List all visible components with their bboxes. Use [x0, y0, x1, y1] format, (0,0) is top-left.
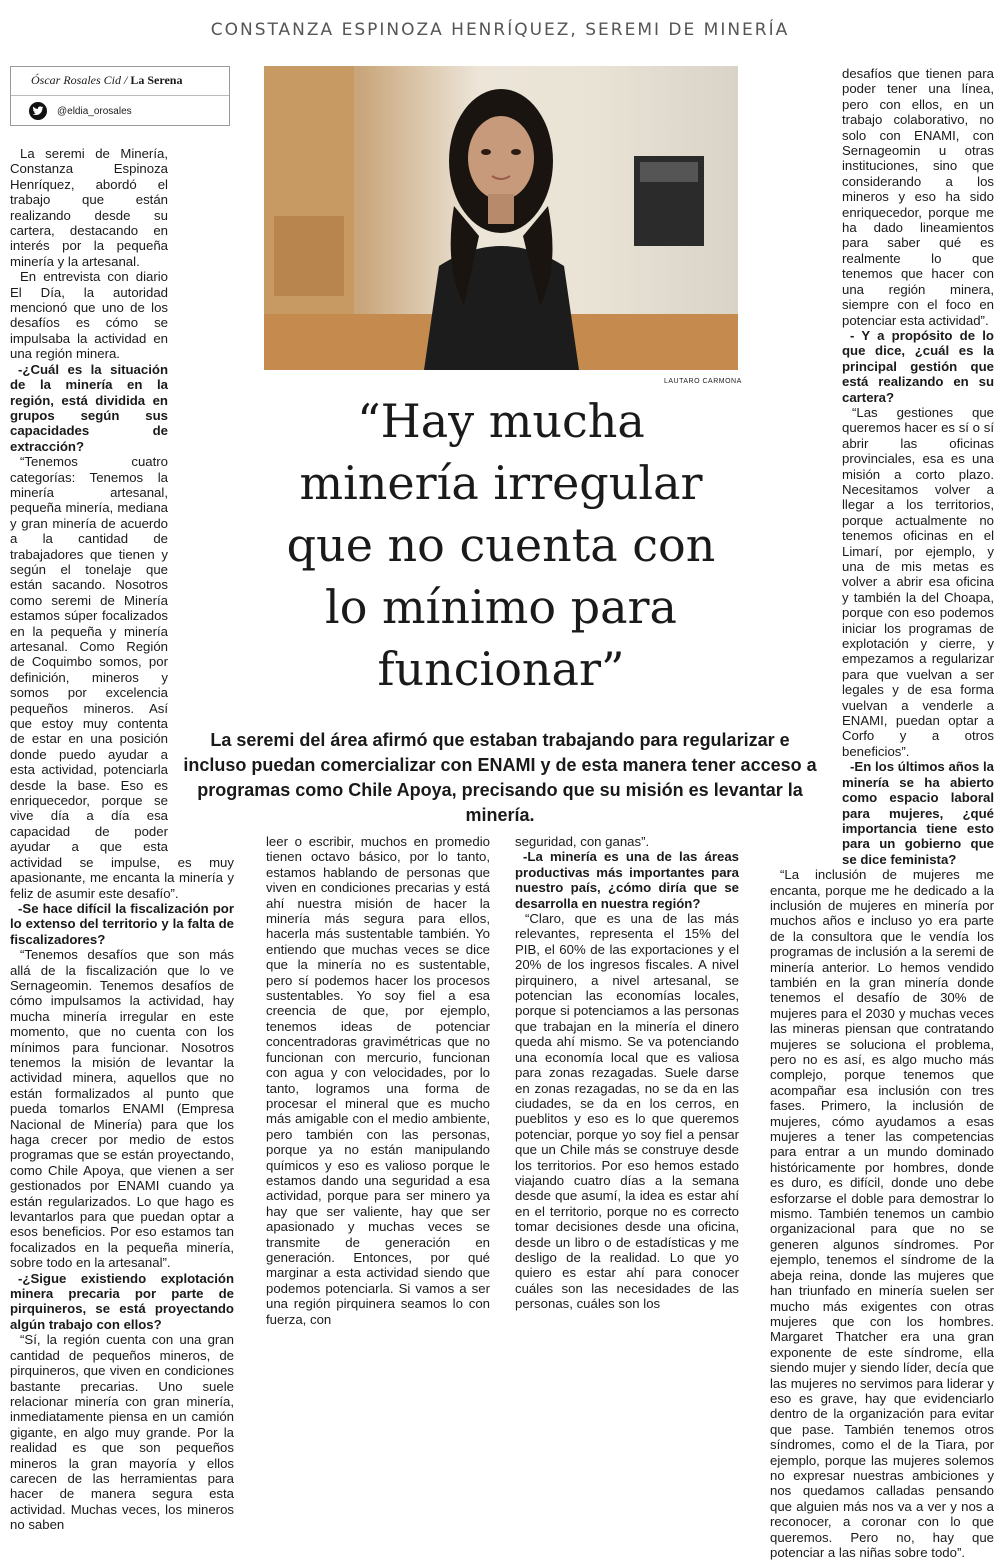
paragraph: “Tenemos desafíos que son más allá de la fiscalización que lo ve Sernageomin. Tenemos desafíos de cómo impulsamos la actividad, hay mucha minería irregular en este momento, que no cuenta con los mínimos para funcionar. Nosotros tenemos la misión de levantar la actividad minera, aquellos que no están formalizados al punto que pueda tomarlos ENAMI (Empresa Nacional de Minería) para que los haga crecer por medio de estos programas que se están proyectando, como Chile Apoya, que vienen a ser gestionados por ENAMI cuando ya están regularizados. Lo que hago es levantarlos para que puedan optar a esos beneficios. Por eso estamos tan focalizados en la pequeña minería, sobre todo en la artesanal”. — [10, 947, 234, 1271]
interview-question: -¿Sigue existiendo explotación minera precaria por parte de pirquineros, se está proyectando algún trabajo con ellos? — [10, 1270, 234, 1332]
interview-question: -La minería es una de las áreas productivas más importantes para nuestro país, ¿cómo diría que se desarrolla en nuestra región? — [515, 849, 739, 911]
text-column-4 — [770, 66, 994, 1560]
interview-question: -Se hace difícil la fiscalización por lo extenso del territorio y la falta de fiscalizadores? — [10, 900, 234, 947]
interview-question: -¿Cuál es la situación de la minería en la región, está dividida en grupos según sus capacidades de extracción? — [10, 361, 168, 454]
article-kicker: CONSTANZA ESPINOZA HENRÍQUEZ, SEREMI DE MINERÍA — [210, 20, 790, 40]
paragraph: “Las gestiones que queremos hacer es sí o sí abrir las oficinas provinciales, esa es una misión a corto plazo. Necesitamos volver a llegar a los territorios, porque actualmente no tenemos oficinas en el Limarí, por ejemplo, y una de mis metas es volver a abrir esa oficina y también la del Choapa, porque con eso podemos iniciar los programas de explotación y cierre, y empezamos a regularizar para que vuelvan a ser legales y de esa forma vuelvan a venderle a ENAMI, puedan optar a Corfo y a otros beneficios”. — [842, 404, 994, 759]
photo-illustration — [264, 66, 738, 370]
article-deck: La seremi del área afirmó que estaban trabajando para regularizar e incluso puedan comercializar con ENAMI y de esta manera tener acceso a programas como Chile Apoya, precisando que su misión es levantar la minería. — [183, 730, 817, 825]
byline-location: La Serena — [130, 73, 183, 87]
byline-author-line: Óscar Rosales Cid / La Serena — [11, 67, 229, 96]
twitter-bird-icon — [29, 102, 47, 120]
photo-credit: LAUTARO CARMONA — [664, 378, 742, 385]
text-column-3 — [515, 834, 739, 1312]
byline-twitter[interactable] — [11, 96, 229, 120]
paragraph: leer o escribir, muchos en promedio tienen octavo básico, por lo tanto, estamos hablando de personas que viven en condiciones precarias y está ahí nuestra misión de hacer la minería más segura para ellos, hacerla más sustentable también. Yo entiendo que muchas veces se dice que la minería no es sustentable, pero sí podemos hacer los procesos sustentables. Yo soy fiel a esa creencia de que, por ejemplo, tenemos ideas de potenciar concentradoras gravimétricas que no funcionan con mercurio, funcionan con agua y con velocidades, por lo tanto, logramos una forma de procesar el mineral que es mucho más amigable con el medio ambiente, pero también con las personas, porque ya no están manipulando químicos y eso es valioso porque le estamos dando una seguridad a esa actividad, porque para ser minero ya hay que ser valiente, hay que ser apasionado y muchas veces se transmite de generación en generación. Entonces, por qué marginar a esta actividad siendo que podemos potenciarla. Si vamos a ser una región pirquinera seamos lo con fuerza, con — [266, 834, 490, 1327]
paragraph: desafíos que tienen para poder tener una línea, pero con ellos, en un trabajo colaborativo, no solo con ENAMI, con Sernageomin u otras instituciones, sino que considerando a los mineros y eso ha sido enriquecedor, porque me ha dado lineamientos para saber qué es realmente lo que tenemos que hacer con una región minera, siempre con el foco en potenciar esta actividad”. — [842, 66, 994, 328]
paragraph: En entrevista con diario El Día, la autoridad mencionó que uno de los desafíos es cómo se impulsaba la actividad en una región minera. — [10, 269, 168, 362]
byline-author: Óscar Rosales Cid — [31, 73, 121, 87]
text-column-2 — [266, 834, 490, 1327]
interview-question: - Y a propósito de lo que dice, ¿cuál es la principal gestión que está realizando en su cartera? — [842, 327, 994, 405]
paragraph: “Sí, la región cuenta con una gran cantidad de pequeños mineros, de pirquineros, que viven en condiciones bastante precarias. Uno suele relacionar minería con gran minería, inmediatamente piensa en un camión gigante, en algo muy grande. Por la realidad es que son pequeños mineros la gran mayoría y ellos carecen de las herramientas para hacer de manera segura esta actividad. Muchas veces, los mineros no saben — [10, 1332, 234, 1533]
twitter-handle: @eldia_orosales — [57, 105, 132, 117]
text-column-1 — [10, 146, 234, 1533]
paragraph: seguridad, con ganas”. — [515, 834, 650, 849]
paragraph: “Tenemos cuatro categorías: Tenemos la minería artesanal, pequeña minería, mediana y gran minería de acuerdo a la cantidad de trabajadores que tienen y según el tonelaje que están sacando. Nosotros como seremi de Minería estamos súper focalizados en la pequeña y minería artesanal. Como Región de Coquimbo somos, por definición, mineros y somos por excelencia pequeños mineros. Así que estoy muy contenta de estar en una posición donde puedo ayudar a esta actividad, potenciarla desde la base. Eso es enriquecedor, porque se vive día a día esa capacidad de poder ayudar a que esta actividad se impulse, es muy apasionante, me encanta la minería y feliz de asumir este desafío”. — [10, 454, 234, 901]
paragraph: “La inclusión de mujeres me encanta, porque me he dedicado a la inclusión de mujeres en minería por muchos años e incluso yo era parte de la consultora que le vendía los programas de inclusión a la seremi de minería anterior. Lo hemos vendido también en la gran minería donde tenemos el desafío de 30% de mujeres para el 2030 y muchas veces las mineras piensan que contratando mujeres se soluciona el problema, pero no es así, es algo mucho más complejo, porque tenemos que acompañar esa inclusión con tres fases. Primero, la inclusión de mujeres, cómo ayudamos a esas mujeres a tener las competencias para entrar a un mundo dominado históricamente por hombres, donde es duro, es difícil, donde uno debe esforzarse el doble para demostrar lo mismo. También tenemos un cambio organizacional para que no se generen algunos síndromes. Por ejemplo, tenemos el síndrome de la abeja reina, donde las mujeres que han triunfado en minería suelen ser mucho más exigentes con otras mujeres que con los hombres. Margaret Thatcher era una gran exponente de este síndrome, ella siendo mujer y siendo líder, decía que las mujeres no servimos para liderar y eso es grave, hay que evidenciarlo dentro de la organización para evitar que pase. También tenemos otros síndromes, como el de la Tiara, por ejemplo, porque las mujeres solemos no expresar nuestras ambiciones y nos quedamos calladas pensando que alguien más nos va a ver y nos a reconocer, a coronar con lo que queremos. Pero no, hay que potenciar a las niñas sobre todo”. — [770, 867, 994, 1560]
article-photo — [264, 66, 738, 370]
paragraph: La seremi de Minería, Constanza Espinoza Henríquez, abordó el trabajo que están realizando desde su cartera, destacando en interés por la pequeña minería y la artesanal. — [10, 146, 168, 269]
byline-box — [10, 66, 230, 126]
paragraph: “Claro, que es una de las más relevantes, representa el 15% del PIB, el 60% de las exportaciones y el 20% de los ingresos fiscales. A nivel pirquinero, a nivel artesanal, se potencian las economías locales, porque si potenciamos a las personas que trabajan en la minería el dinero queda ahí mismo. Se va potenciando una economía local que es valiosa para zonas rezagadas. Suele darse en zonas rezagadas, no se da en las ciudades, se da en los cerros, en pueblitos y eso es lo que queremos potenciar, porque yo soy fiel a pensar que un Chile más se construye desde los territorios. Por eso hemos estado viajando cuatro días a la semana desde que asumí, la idea es estar ahí en el territorio, porque no es correcto tomar decisiones desde una oficina, desde un libro o de estadísticas y me desligo de la realidad. Lo que yo quiero es estar ahí para conocer cuáles son las necesidades de las personas, cuáles son los — [515, 911, 739, 1312]
interview-question: -En los últimos años la minería se ha abierto como espacio laboral para mujeres, ¿qué importancia tiene esto para un gobierno que se dice feminista? — [842, 759, 994, 867]
headline: “Hay mucha minería irregular que no cuenta con lo mínimo para funcionar” — [286, 394, 716, 696]
